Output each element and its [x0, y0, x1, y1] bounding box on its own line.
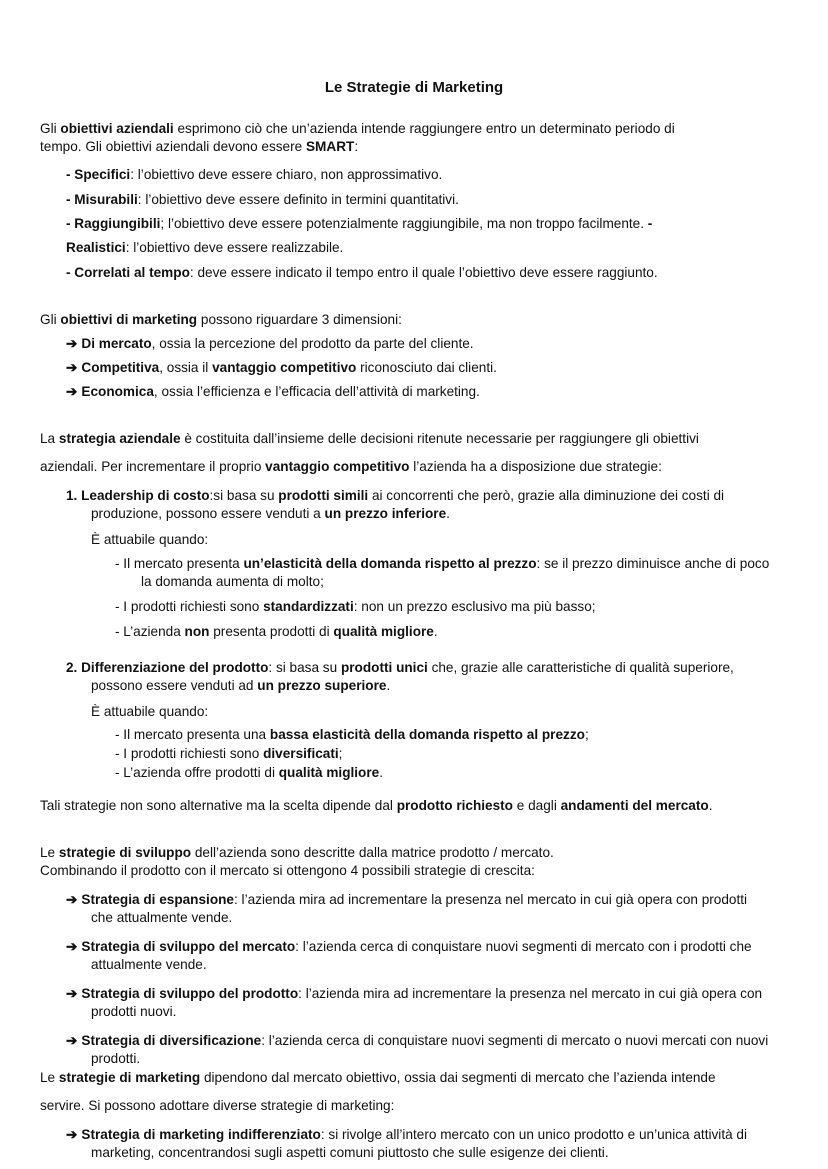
- bold-text: un prezzo inferiore: [324, 506, 447, 521]
- text: riconosciuto dai clienti.: [356, 360, 497, 375]
- mkt-obj-intro: [40, 311, 402, 329]
- text: Gli: [40, 121, 61, 136]
- text: - L’azienda offre prodotti di: [115, 765, 279, 780]
- leadership-cond-1-cont: la domanda aumenta di molto;: [141, 574, 324, 589]
- text: :si basa su: [209, 488, 279, 503]
- smart-realistici: [66, 239, 343, 257]
- dev-mercato-2: attualmente vende.: [91, 957, 207, 972]
- dev-espansione-2: che attualmente vende.: [91, 910, 233, 925]
- strategy-line-2: [40, 458, 662, 476]
- text: : l’obiettivo deve essere chiaro, non approssimativo.: [130, 167, 443, 182]
- text: possono essere venduti ad: [91, 678, 258, 693]
- text: possono riguardare 3 dimensioni:: [197, 312, 402, 327]
- leadership-line-1: [66, 487, 724, 505]
- text: ;: [338, 746, 343, 761]
- text: :: [354, 139, 359, 154]
- intro-line-2: [40, 138, 358, 156]
- mkt-indifferenziato-2: marketing, concentrandosi sugli aspetti comuni piuttosto che sulle esigenze dei clienti.: [91, 1145, 609, 1160]
- bold-text: vantaggio competitivo: [212, 360, 357, 375]
- text: ;: [584, 727, 589, 742]
- differenziazione-cond-1: [115, 726, 589, 744]
- text: .: [446, 506, 450, 521]
- bold-text: - Raggiungibili: [66, 216, 161, 231]
- bold-text: bassa elasticità della domanda rispetto al prezzo: [269, 727, 585, 742]
- text: , ossia la percezione del prodotto da parte del cliente.: [151, 336, 474, 351]
- text: .: [708, 798, 713, 813]
- bold-text: - Specifici: [66, 167, 131, 182]
- leadership-cond-2: [115, 598, 596, 616]
- text: : l’azienda mira ad incrementare la presenza nel mercato in cui già opera con: [298, 986, 763, 1001]
- text: : si basa su: [268, 660, 341, 675]
- bold-text: strategie di marketing: [58, 1070, 201, 1085]
- text: tempo. Gli obiettivi aziendali devono essere: [40, 139, 306, 154]
- text: : si rivolge all’intero mercato con un unico prodotto e un’unica attività di: [320, 1127, 748, 1142]
- text: è costituita dall’insieme delle decisioni ritenute necessarie per raggiungere gli obiettivi: [180, 431, 699, 446]
- smart-misurabili: [66, 191, 459, 209]
- dev-prodotto-1: [66, 985, 762, 1003]
- text: .: [386, 678, 391, 693]
- bold-text: Competitiva: [81, 360, 160, 375]
- differenziazione-line-2: [91, 677, 390, 695]
- text: e dagli: [513, 798, 561, 813]
- bold-text: andamenti del mercato: [560, 798, 709, 813]
- bold-text: SMART: [305, 139, 355, 154]
- bold-text: qualità migliore: [278, 765, 380, 780]
- mkt-strategies-line-2: servire. Si possono adottare diverse strategie di marketing:: [40, 1098, 395, 1113]
- text: presenta prodotti di: [209, 624, 334, 639]
- text: ai concorrenti che però, grazie alla diminuzione dei costi di: [368, 488, 725, 503]
- text: , ossia il: [159, 360, 213, 375]
- text: l’azienda ha a disposizione due strategie:: [409, 459, 662, 474]
- bold-text: prodotti simili: [278, 488, 369, 503]
- leadership-line-2: [91, 505, 450, 523]
- bold-text: qualità migliore: [333, 624, 434, 639]
- bold-text: strategie di sviluppo: [58, 845, 192, 860]
- bold-text: Strategia di sviluppo del mercato: [81, 939, 296, 954]
- development-line-1: [40, 844, 554, 862]
- differenziazione-attuabile: È attuabile quando:: [91, 704, 209, 719]
- bold-text: obiettivi di marketing: [60, 312, 198, 327]
- text: : deve essere indicato il tempo entro il quale l’obiettivo deve essere raggiunto.: [189, 265, 658, 280]
- text: che, grazie alle caratteristiche di qualità superiore,: [427, 660, 734, 675]
- bold-text: vantaggio competitivo: [265, 459, 410, 474]
- text: ; l’obiettivo deve essere potenzialmente raggiungibile, ma non troppo facilmente.: [160, 216, 648, 231]
- text: aziendali. Per incrementare il proprio: [40, 459, 266, 474]
- text: : se il prezzo diminuisce anche di poco: [536, 556, 770, 571]
- bold-text: Strategia di marketing indifferenziato: [81, 1127, 321, 1142]
- bold-text: un’elasticità della domanda rispetto al prezzo: [243, 556, 537, 571]
- bold-text: Strategia di sviluppo del prodotto: [81, 986, 299, 1001]
- dev-mercato-1: [66, 938, 752, 956]
- bold-text: -: [647, 216, 653, 231]
- text: esprimono ciò che un’azienda intende raggiungere entro un determinato periodo di: [173, 121, 675, 136]
- leadership-cond-3: [115, 623, 438, 641]
- bold-text: diversificati: [263, 746, 339, 761]
- mkt-indifferenziato-1: [66, 1126, 747, 1144]
- arrow-icon: ➔: [66, 892, 78, 907]
- differenziazione-cond-3: [115, 764, 383, 782]
- bold-text: - Correlati al tempo: [66, 265, 190, 280]
- bold-text: Strategia di diversificazione: [81, 1033, 262, 1048]
- bold-text: Strategia di espansione: [81, 892, 234, 907]
- text: dipendono dal mercato obiettivo, ossia dai segmenti di mercato che l’azienda intende: [200, 1070, 716, 1085]
- text: : l’azienda mira ad incrementare la presenza nel mercato in cui già opera con prodotti: [234, 892, 748, 907]
- arrow-icon: ➔: [66, 1127, 78, 1142]
- bold-text: un prezzo superiore: [257, 678, 387, 693]
- arrow-icon: ➔: [66, 1033, 78, 1048]
- arrow-icon: ➔: [66, 384, 78, 399]
- dev-espansione-1: [66, 891, 747, 909]
- differenziazione-line-1: [66, 659, 734, 677]
- text: : l’azienda cerca di conquistare nuovi segmenti di mercato o nuovi mercati con nuovi: [261, 1033, 769, 1048]
- text: La: [40, 431, 59, 446]
- text: : non un prezzo esclusivo ma più basso;: [353, 599, 596, 614]
- strategies-alternative: [40, 797, 712, 815]
- text: Le: [40, 845, 59, 860]
- arrow-icon: ➔: [66, 939, 78, 954]
- differenziazione-cond-2: [115, 745, 342, 763]
- text: Gli: [40, 312, 61, 327]
- text: - I prodotti richiesti sono: [115, 599, 264, 614]
- text: : l’obiettivo deve essere realizzabile.: [125, 240, 344, 255]
- text: : l’azienda cerca di conquistare nuovi segmenti di mercato con i prodotti che: [295, 939, 752, 954]
- bold-text: 2. Differenziazione del prodotto: [66, 660, 269, 675]
- intro-line-1: [40, 120, 675, 138]
- smart-correlati: [66, 264, 658, 282]
- dev-diversificazione-1: [66, 1032, 768, 1050]
- text: - L’azienda: [115, 624, 185, 639]
- development-line-2: Combinando il prodotto con il mercato si ottengono 4 possibili strategie di crescita:: [40, 863, 535, 878]
- text: dell’azienda sono descritte dalla matrice prodotto / mercato.: [191, 845, 554, 860]
- leadership-cond-1: [115, 555, 769, 573]
- bold-text: standardizzati: [263, 599, 354, 614]
- page-title: Le Strategie di Marketing: [324, 79, 504, 96]
- dev-diversificazione-2: prodotti.: [91, 1051, 141, 1066]
- bold-text: Realistici: [66, 240, 126, 255]
- text: : l’obiettivo deve essere definito in termini quantitativi.: [137, 192, 459, 207]
- text: Le: [40, 1070, 59, 1085]
- mkt-obj-economica: [66, 383, 480, 401]
- bold-text: non: [184, 624, 210, 639]
- dev-prodotto-2: prodotti nuovi.: [91, 1004, 177, 1019]
- bold-text: strategia aziendale: [58, 431, 181, 446]
- text: , ossia l’efficienza e l’efficacia dell’attività di marketing.: [153, 384, 480, 399]
- text: .: [379, 765, 383, 780]
- bold-text: Economica: [81, 384, 154, 399]
- text: produzione, possono essere venduti a: [91, 506, 325, 521]
- strategy-line-1: [40, 430, 699, 448]
- text: - Il mercato presenta: [115, 556, 244, 571]
- bold-text: 1. Leadership di costo: [66, 488, 210, 503]
- leadership-attuabile: È attuabile quando:: [91, 532, 209, 547]
- arrow-icon: ➔: [66, 336, 78, 351]
- bold-text: obiettivi aziendali: [60, 121, 174, 136]
- mkt-strategies-line-1: [40, 1069, 716, 1087]
- mkt-obj-mercato: [66, 335, 474, 353]
- bold-text: Di mercato: [81, 336, 152, 351]
- mkt-obj-competitiva: [66, 359, 497, 377]
- bold-text: - Misurabili: [66, 192, 138, 207]
- bold-text: prodotto richiesto: [396, 798, 513, 813]
- arrow-icon: ➔: [66, 986, 78, 1001]
- text: .: [433, 624, 438, 639]
- arrow-icon: ➔: [66, 360, 78, 375]
- text: - I prodotti richiesti sono: [115, 746, 264, 761]
- smart-specifici: [66, 166, 442, 184]
- smart-raggiungibili: [66, 215, 652, 233]
- text: Tali strategie non sono alternative ma la scelta dipende dal: [40, 798, 397, 813]
- bold-text: prodotti unici: [340, 660, 428, 675]
- text: - Il mercato presenta una: [115, 727, 270, 742]
